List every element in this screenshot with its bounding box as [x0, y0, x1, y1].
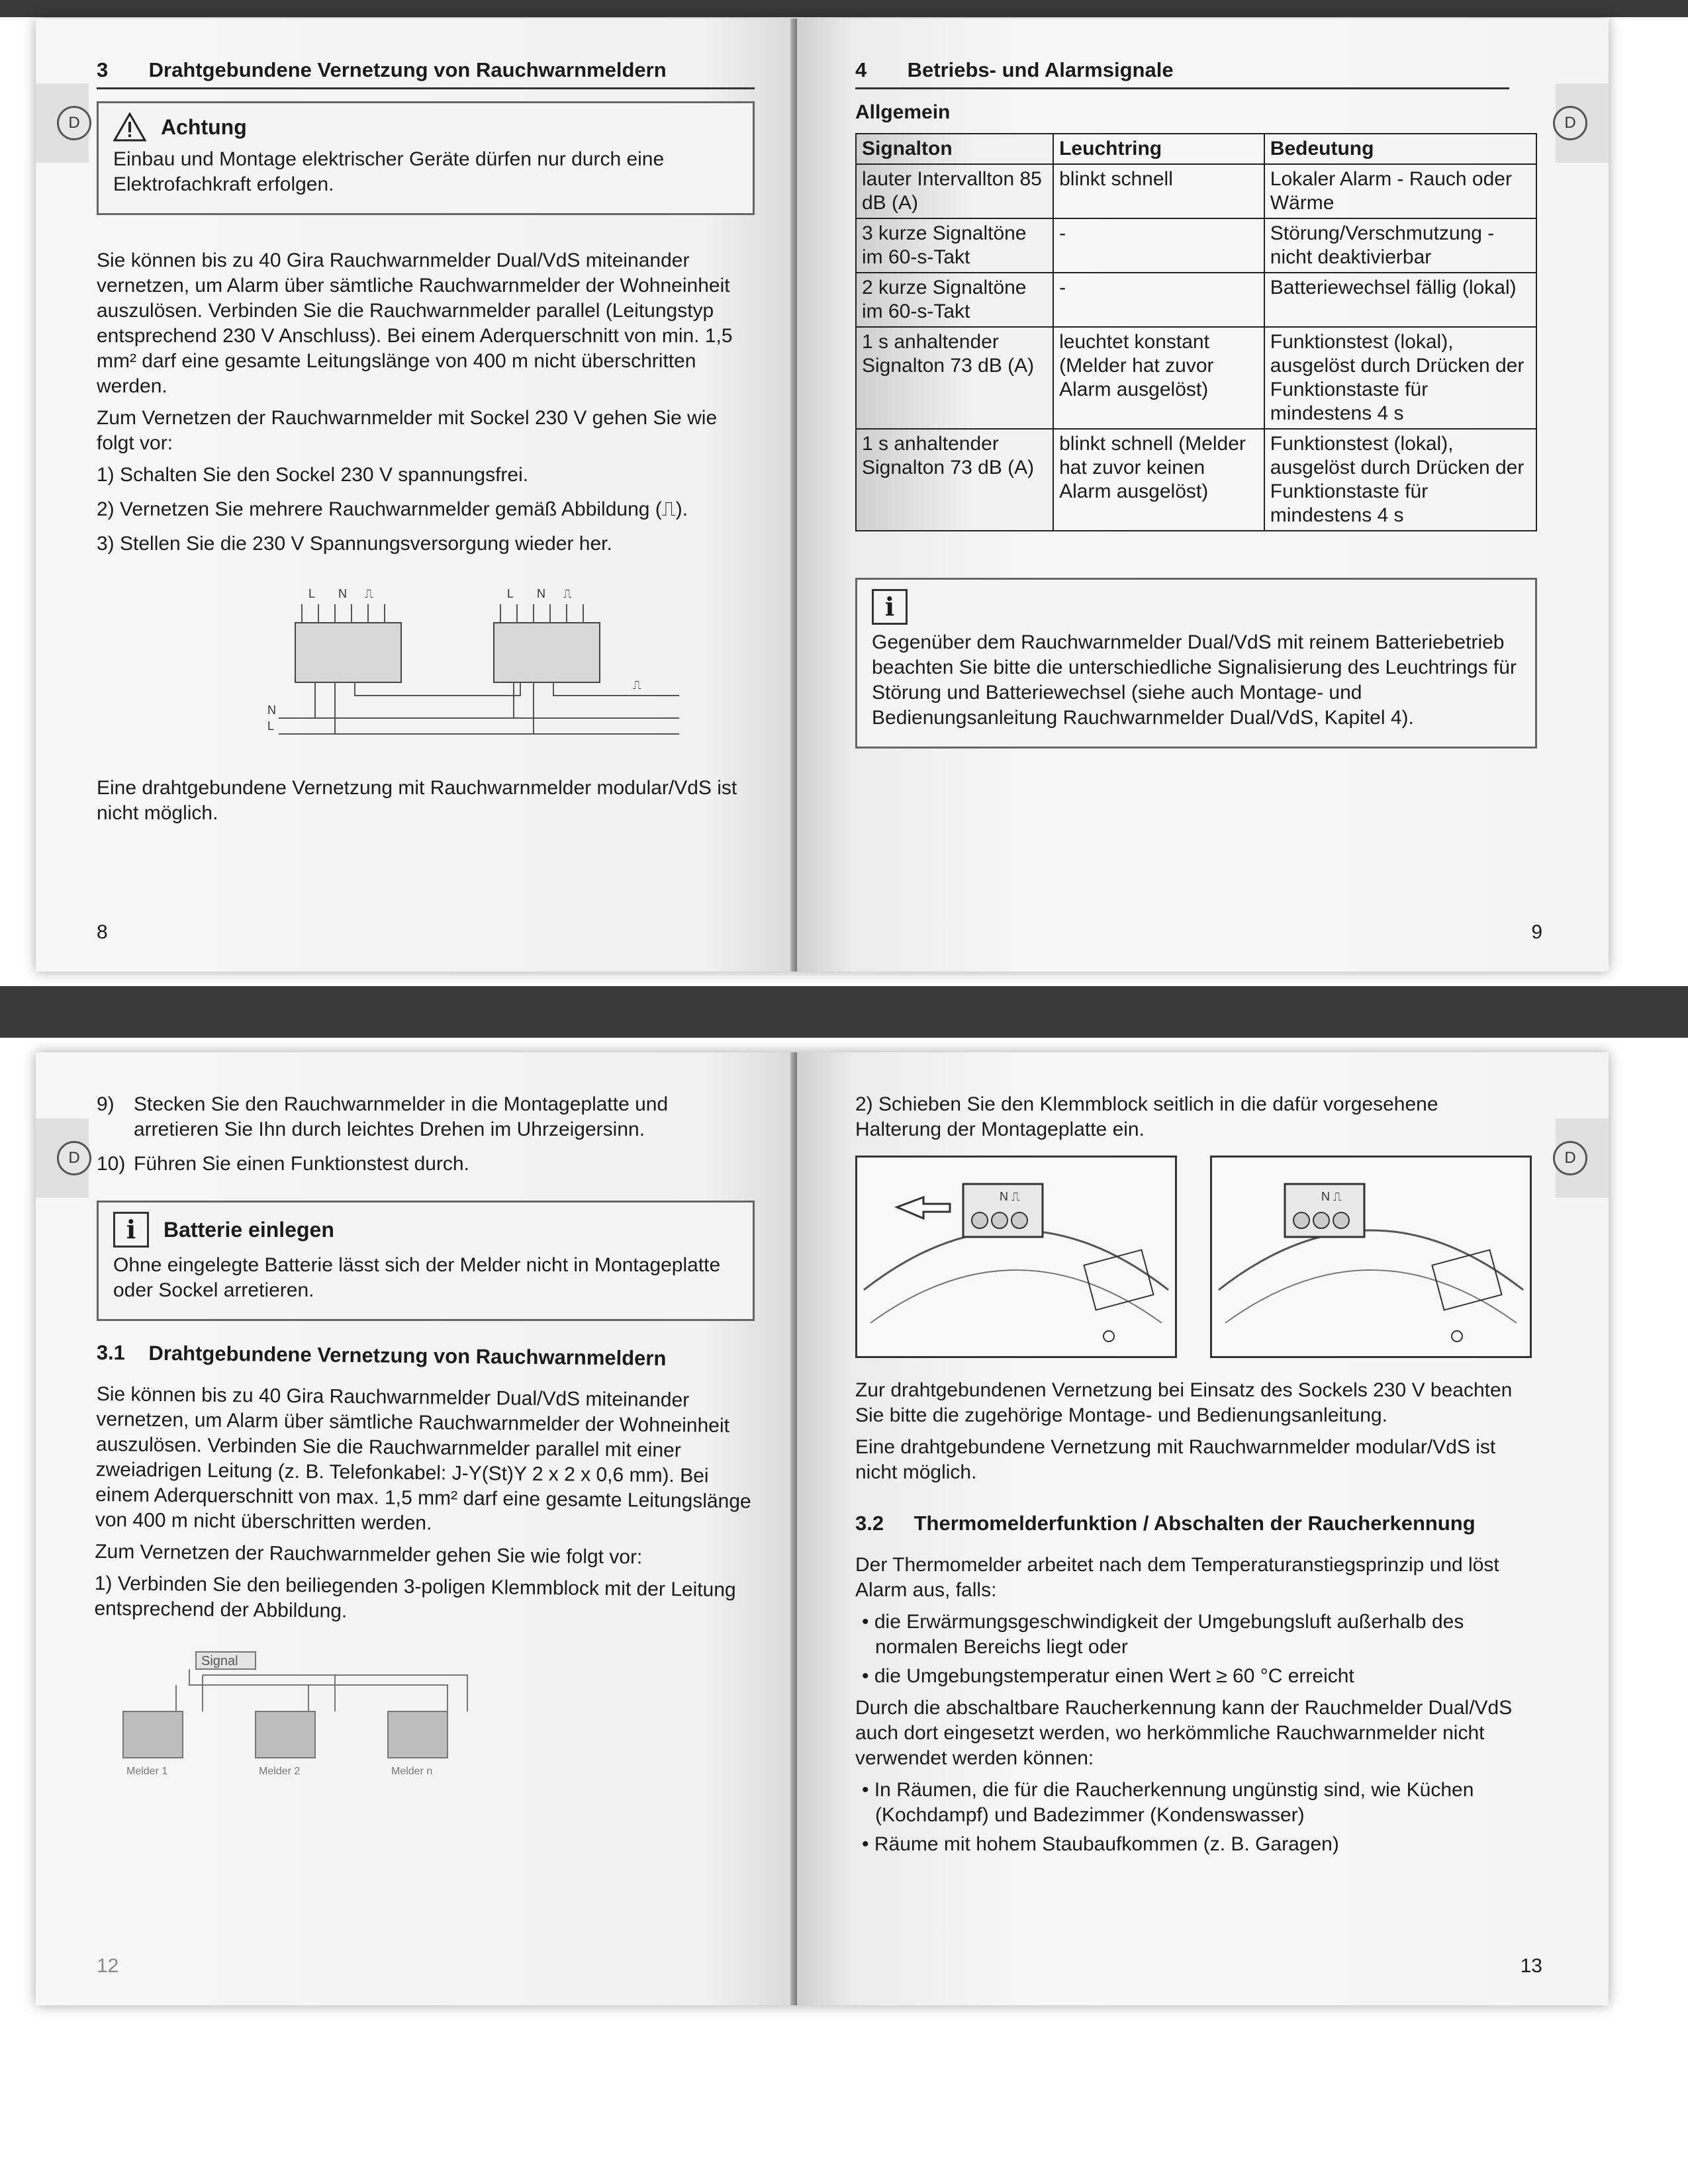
page-12 [36, 1052, 797, 2005]
section-heading [855, 1512, 1542, 1541]
socket-block [494, 623, 600, 682]
table-cell: blinkt schnell [1053, 164, 1264, 218]
paragraph: Der Thermomelder arbeitet nach dem Temperaturanstiegsprinzip und löst Alarm aus, falls: [855, 1554, 1499, 1601]
step-item: 1) Verbinden Sie den beiliegenden 3-poligen Klemmblock mit der Leitung entsprechend der Abbildung. [94, 1572, 736, 1622]
table-row [856, 273, 1536, 327]
label-l: L [507, 587, 514, 600]
table-cell: Lokaler Alarm - Rauch oder Wärme [1264, 164, 1536, 218]
terminal-block-insert-figure [855, 1156, 1177, 1358]
table-cell: Funktionstest (lokal), ausgelöst durch Drücken der Funktionstaste für mindestens 4 s [1264, 327, 1536, 429]
info-box [855, 578, 1537, 749]
step-item: 1) Schalten Sie den Sockel 230 V spannungsfrei. [97, 464, 529, 486]
tilted-text-block [94, 1382, 755, 1628]
page-13 [797, 1052, 1609, 2005]
detector-label: Melder 2 [259, 1766, 301, 1777]
table-cell: 1 s anhaltender Signalton 73 dB (A) [856, 429, 1053, 531]
table-row [856, 429, 1536, 531]
paragraph: Durch die abschaltbare Raucherkennung kann der Rauchmelder Dual/VdS auch dort eingesetzt werden, wo herkömmliche Rauchwarnmelder nicht verwendet werden können: [855, 1697, 1513, 1769]
label-n: N [338, 587, 347, 600]
label-signal: ⎍ [563, 587, 572, 600]
wiring-diagram-signal [97, 1645, 560, 1784]
signal-label: Signal [201, 1654, 238, 1668]
step-list [97, 1092, 755, 1177]
booklet-spread-top [36, 19, 1609, 972]
table-cell: Störung/Verschmutzung - nicht deaktivierbar [1264, 218, 1536, 273]
detector-label: Melder 1 [126, 1766, 168, 1777]
list-item: • die Erwärmungsgeschwindigkeit der Umgebungsluft außerhalb des normalen Bereichs liegt oder [862, 1611, 1464, 1658]
label-signal: ⎍ [365, 587, 373, 600]
step-item: 2) Vernetzen Sie mehrere Rauchwarnmelder gemäß Abbildung (⎍). [97, 498, 688, 520]
scanner-border-top [0, 0, 1688, 17]
label-n: N [537, 587, 545, 600]
section-number: 3.2 [855, 1512, 884, 1535]
page-9 [797, 19, 1609, 972]
detector-terminal [123, 1711, 183, 1758]
info-box [97, 1201, 755, 1321]
table-cell: Batteriewechsel fällig (lokal) [1264, 273, 1536, 327]
language-tab-icon: D [1553, 106, 1587, 140]
section-number: 4 [855, 58, 867, 81]
language-tab-icon: D [1553, 1141, 1587, 1175]
section-title: Betriebs- und Alarmsignale [907, 58, 1174, 81]
label-n: N [267, 704, 276, 717]
section-title: Drahtgebundene Vernetzung von Rauchwarnmeldern [148, 1341, 667, 1371]
language-tab-icon: D [57, 106, 91, 140]
table-cell: lauter Intervallton 85 dB (A) [856, 164, 1053, 218]
bullet-list [855, 1778, 1542, 1857]
list-item: • Räume mit hohem Staubaufkommen (z. B. Garagen) [862, 1833, 1339, 1855]
page-number: 12 [97, 1955, 119, 1977]
label-signal: ⎍ [633, 678, 641, 692]
column-header: Leuchtring [1053, 134, 1264, 164]
step-item: 3) Stellen Sie die 230 V Spannungsversorgung wieder her. [97, 533, 612, 555]
subsection-title: Allgemein [855, 101, 951, 123]
warning-text: Einbau und Montage elektrischer Geräte dürfen nur durch eine Elektrofachkraft erfolgen. [113, 148, 665, 195]
page-number: 13 [1520, 1955, 1542, 1977]
step-number: 10) [97, 1153, 126, 1175]
info-icon: i [872, 589, 908, 625]
paragraph: Zur drahtgebundenen Vernetzung bei Einsatz des Sockels 230 V beachten Sie bitte die zugehörige Montage- und Bedienungsanleitung. [855, 1379, 1513, 1426]
section-heading [855, 58, 1509, 89]
step-item: 2) Schieben Sie den Klemmblock seitlich in die dafür vorgesehene Halterung der Montageplatte ein. [855, 1093, 1438, 1140]
section-heading [97, 58, 755, 89]
warning-title: Achtung [161, 114, 247, 139]
table-row [856, 218, 1536, 273]
scanner-gap [0, 986, 1688, 1038]
info-text: Gegenüber dem Rauchwarnmelder Dual/VdS mit reinem Batteriebetrieb beachten Sie bitte die unterschiedliche Signalisierung des Leuchtrings für Störung und Batteriewechsel (siehe auch Montage- und Bedienungsanleitung Rauchwarnmelder Dual/VdS, Kapitel 4). [872, 631, 1517, 729]
table-cell: 1 s anhaltender Signalton 73 dB (A) [856, 327, 1053, 429]
paragraph: Sie können bis zu 40 Gira Rauchwarnmelder Dual/VdS miteinander vernetzen, um Alarm über sämtliche Rauchwarnmelder der Wohneinheit auszulösen. Verbinden Sie die Rauchwarnmelder parallel mit einer zweiadrigen Leitung (z. B. Telefonkabel: J-Y(St)Y 2 x 2 x 0,6 mm). Bei einem Aderquerschnitt von max. 1,5 mm² darf eine gesamte Leitungslänge von 400 m nicht überschritten werden. [95, 1383, 751, 1535]
detector-terminal [388, 1711, 447, 1758]
page-8 [36, 19, 797, 972]
section-heading [97, 1341, 755, 1377]
table-row [856, 327, 1536, 429]
step-text: Führen Sie einen Funktionstest durch. [134, 1153, 469, 1175]
section-title: Thermomelderfunktion / Abschalten der Raucherkennung [914, 1512, 1476, 1535]
terminal-block-mounted-figure [1210, 1156, 1532, 1358]
figure-row [855, 1156, 1542, 1358]
arrow-left-icon [897, 1197, 950, 1218]
column-header: Bedeutung [1264, 134, 1536, 164]
booklet-spread-bottom [36, 1052, 1609, 2005]
label-l: L [267, 719, 275, 733]
page-number: 8 [97, 921, 108, 943]
warning-triangle-icon [113, 113, 146, 142]
step-item [97, 1092, 755, 1142]
paragraph: Eine drahtgebundene Vernetzung mit Rauchwarnmelder modular/VdS ist nicht möglich. [855, 1436, 1496, 1483]
step-list [97, 463, 755, 557]
table-cell: 2 kurze Signaltöne im 60-s-Takt [856, 273, 1053, 327]
bullet-list [855, 1610, 1542, 1689]
section-number: 3 [97, 58, 109, 81]
paragraph: Zum Vernetzen der Rauchwarnmelder gehen Sie wie folgt vor: [95, 1540, 643, 1569]
column-header: Signalton [856, 134, 1053, 164]
step-number: 9) [97, 1093, 115, 1115]
paragraph: Eine drahtgebundene Vernetzung mit Rauchwarnmelder modular/VdS ist nicht möglich. [97, 777, 737, 824]
terminal-label: N ⎍ [1000, 1190, 1020, 1203]
language-tab-icon: D [57, 1141, 91, 1175]
list-item: • die Umgebungstemperatur einen Wert ≥ 60 °C erreicht [862, 1665, 1354, 1687]
step-item [97, 1152, 755, 1177]
table-cell: leuchtet konstant (Melder hat zuvor Alarm ausgelöst) [1053, 327, 1264, 429]
table-cell: 3 kurze Signaltöne im 60-s-Takt [856, 218, 1053, 273]
warning-box [97, 101, 755, 215]
paragraph: Zum Vernetzen der Rauchwarnmelder mit Sockel 230 V gehen Sie wie folgt vor: [97, 407, 718, 454]
table-cell: blinkt schnell (Melder hat zuvor keinen Alarm ausgelöst) [1053, 429, 1264, 531]
table-row [856, 164, 1536, 218]
table-header-row [856, 134, 1536, 164]
signal-table [855, 133, 1537, 531]
detector-label: Melder n [391, 1766, 433, 1777]
info-text: Ohne eingelegte Batterie lässt sich der Melder nicht in Montageplatte oder Sockel arretieren. [113, 1254, 721, 1301]
wiring-diagram-230v [97, 583, 692, 755]
page-number: 9 [1531, 921, 1542, 943]
table-cell: - [1053, 273, 1264, 327]
list-item: • In Räumen, die für die Raucherkennung ungünstig sind, wie Küchen (Kochdampf) und Badezimmer (Kondenswasser) [862, 1779, 1474, 1826]
section-number: 3.1 [96, 1341, 126, 1365]
socket-block [295, 623, 401, 682]
info-title: Batterie einlegen [164, 1217, 334, 1242]
label-l: L [308, 587, 316, 600]
table-cell: Funktionstest (lokal), ausgelöst durch Drücken der Funktionstaste für mindestens 4 s [1264, 429, 1536, 531]
step-text: Stecken Sie den Rauchwarnmelder in die Montageplatte und arretieren Sie Ihn durch leichtes Drehen im Uhrzeigersinn. [134, 1093, 669, 1140]
section-title: Drahtgebundene Vernetzung von Rauchwarnmeldern [148, 58, 667, 81]
table-cell: - [1053, 218, 1264, 273]
info-icon: i [113, 1212, 149, 1248]
detector-terminal [256, 1711, 315, 1758]
paragraph: Sie können bis zu 40 Gira Rauchwarnmelder Dual/VdS miteinander vernetzen, um Alarm über sämtliche Rauchwarnmelder der Wohneinheit auszulösen. Verbinden Sie die Rauchwarnmelder parallel (Leitungstyp entsprechend 230 V Anschluss). Bei einem Aderquerschnitt von min. 1,5 mm² darf eine gesamte Leitungslänge von 400 m nicht überschritten werden. [97, 250, 733, 397]
terminal-label: N ⎍ [1321, 1190, 1342, 1203]
